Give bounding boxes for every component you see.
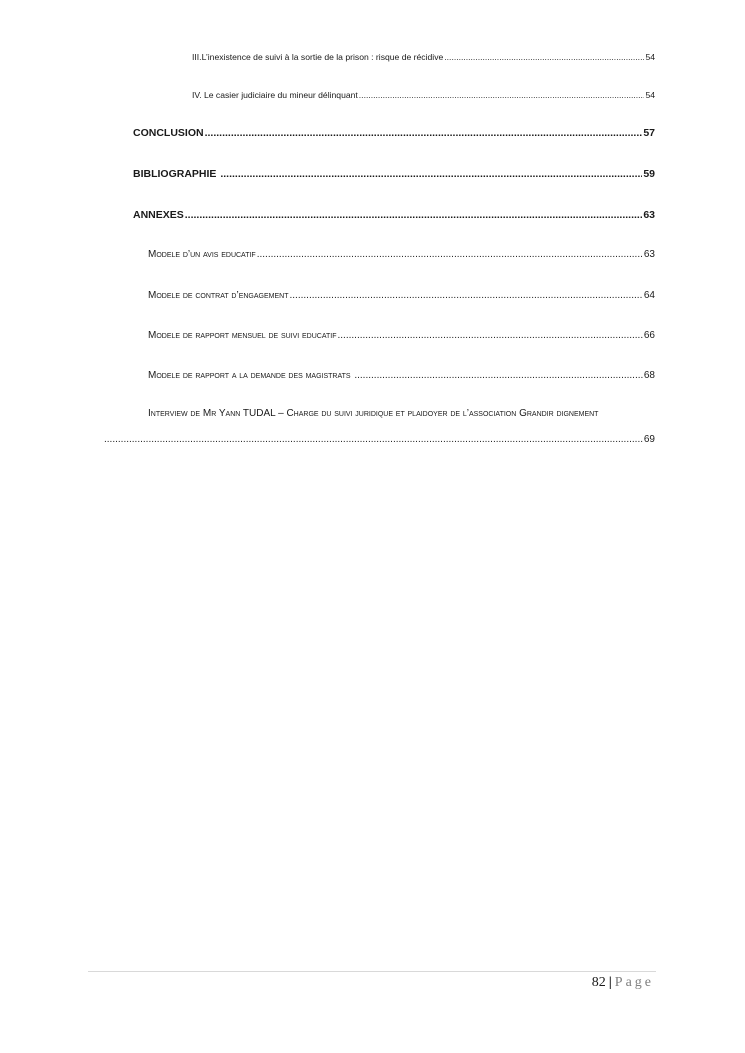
- dot-leader: [257, 249, 643, 260]
- dot-leader: [354, 370, 643, 381]
- toc-entry-title: Modele de rapport mensuel de suivi educatif: [148, 330, 337, 341]
- dot-leader: [338, 330, 643, 341]
- page-number: 82: [591, 975, 606, 990]
- toc-entry-iv[interactable]: [192, 90, 655, 100]
- toc-entry-number: III.: [192, 52, 202, 62]
- toc-entry-contrat-engagement[interactable]: [148, 290, 655, 301]
- toc-entry-page: 69: [643, 434, 655, 445]
- toc-entry-page: 68: [643, 370, 655, 381]
- toc-entry-interview[interactable]: [104, 434, 655, 445]
- toc-entry-title: ANNEXES: [133, 209, 184, 221]
- toc-entry-number: IV.: [192, 90, 202, 100]
- toc-entry-page: 63: [643, 249, 655, 260]
- dot-leader: [290, 290, 643, 301]
- toc-entry-page: 54: [645, 52, 655, 62]
- toc-entry-iii[interactable]: [192, 52, 655, 62]
- toc-entry-title: Le casier judiciaire du mineur délinquant: [203, 90, 358, 100]
- dot-leader: [185, 209, 643, 221]
- footer-separator: |: [608, 975, 612, 990]
- toc-entry-page: 59: [643, 168, 655, 180]
- toc-entry-title: BIBLIOGRAPHIE: [133, 168, 220, 180]
- toc-entry-page: 57: [643, 127, 655, 139]
- toc-entry-page: 64: [643, 290, 655, 301]
- toc-entry-page: 54: [645, 90, 655, 100]
- toc-entry-title: CONCLUSION: [133, 127, 204, 139]
- toc-entry-interview-title[interactable]: Interview de Mr Yann TUDAL – Charge du suivi juridique et plaidoyer de l’association Grandir dignement: [148, 408, 599, 419]
- page-label: Page: [614, 975, 654, 990]
- toc-entry-title: Modele de contrat d’engagement: [148, 290, 289, 301]
- toc-entry-page: 66: [643, 330, 655, 341]
- toc-entry-page: 63: [643, 209, 655, 221]
- toc-entry-title: L’inexistence de suivi à la sortie de la prison : risque de récidive: [201, 52, 444, 62]
- toc-entry-rapport-mensuel[interactable]: [148, 330, 655, 341]
- dot-leader: [104, 434, 643, 445]
- page-footer: [592, 975, 654, 991]
- dot-leader: [220, 168, 642, 180]
- toc-entry-annexes[interactable]: [133, 209, 655, 221]
- toc-entry-title: Modele de rapport a la demande des magistrats: [148, 370, 354, 381]
- toc-entry-rapport-magistrats[interactable]: [148, 370, 655, 381]
- toc-entry-title: Modele d’un avis educatif: [148, 249, 256, 260]
- dot-leader: [205, 127, 643, 139]
- toc-entry-avis-educatif[interactable]: [148, 249, 655, 260]
- dot-leader: [444, 52, 644, 62]
- footer-divider: [88, 971, 656, 972]
- toc-entry-bibliographie[interactable]: [133, 168, 655, 180]
- dot-leader: [359, 90, 645, 100]
- toc-entry-conclusion[interactable]: [133, 127, 655, 139]
